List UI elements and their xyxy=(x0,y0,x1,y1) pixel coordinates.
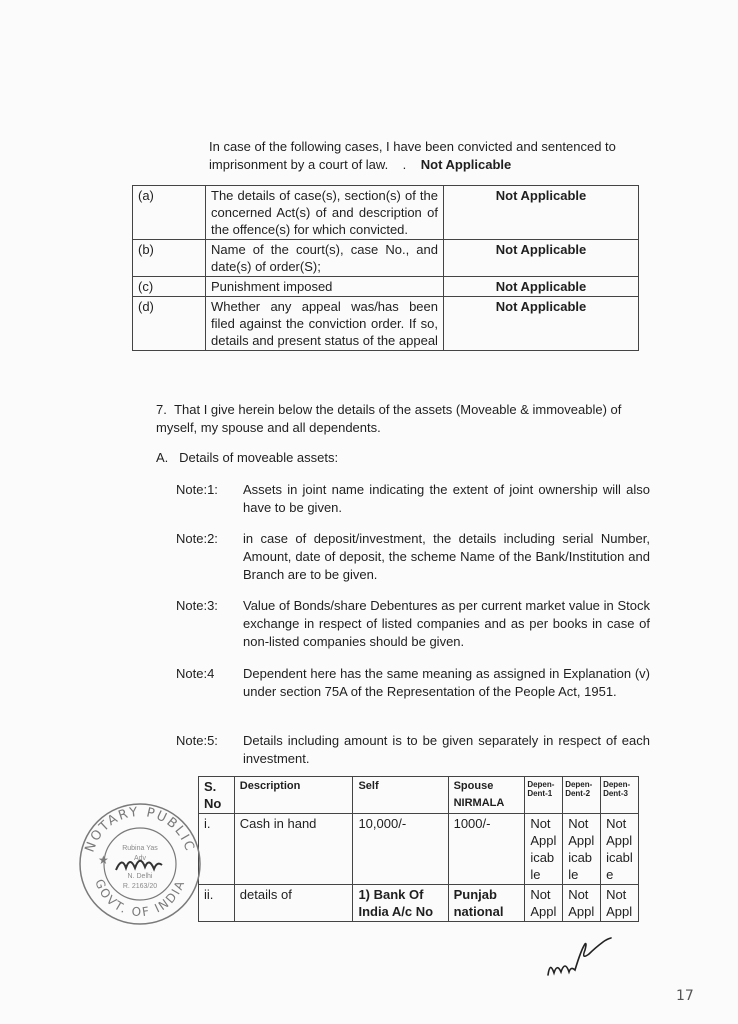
row-label: (d) xyxy=(133,297,206,351)
row-value: Not Applicable xyxy=(444,240,639,277)
cell-self: 1) Bank Of India A/c No xyxy=(353,885,448,922)
page-number: 17 xyxy=(676,988,694,1004)
signature xyxy=(540,935,620,985)
note-label: Note:4 xyxy=(176,666,215,681)
cell-spouse: Punjab national xyxy=(448,885,525,922)
note-text: Value of Bonds/share Debentures as per current market value in Stock exchange in respect of listed companies and as per books in case of non-listed companies should be given. xyxy=(243,598,650,649)
row-label: (b) xyxy=(133,240,206,277)
header-dependent-3: Depen-Dent-3 xyxy=(601,777,639,814)
note-label: Note:5: xyxy=(176,733,218,748)
stamp-inner-line: R. 2163/20 xyxy=(122,883,158,890)
header-description: Description xyxy=(234,777,353,814)
table-row xyxy=(133,297,639,351)
row-description: Name of the court(s), case No., and date(s) of order(S); xyxy=(206,240,444,277)
conviction-intro xyxy=(209,138,649,174)
stamp-bottom-text: GOVT. OF INDIA xyxy=(92,877,188,920)
cell-sno: i. xyxy=(199,814,235,885)
header-dependent-2: Depen-Dent-2 xyxy=(563,777,601,814)
cell-description: Cash in hand xyxy=(234,814,353,885)
row-description: The details of case(s), section(s) of the concerned Act(s) of and description of the offence(s) for which convicted. xyxy=(206,186,444,240)
star-icon: ★ xyxy=(98,853,109,867)
table-row xyxy=(199,814,639,885)
cell-dependent-1: Not Appl icab le xyxy=(525,814,563,885)
row-label: (a) xyxy=(133,186,206,240)
cell-spouse: 1000/- xyxy=(448,814,525,885)
cell-dependent-2: Not Appl xyxy=(563,885,601,922)
section-a-heading xyxy=(156,450,338,465)
row-value: Not Applicable xyxy=(444,186,639,240)
note-text: Dependent here has the same meaning as assigned in Explanation (v) under section 75A of the Representation of the People Act, 1951. xyxy=(243,666,650,699)
section-a-label: A. xyxy=(156,450,169,465)
note-text: Assets in joint name indicating the extent of joint ownership will also have to be given. xyxy=(243,482,650,515)
conviction-intro-sep: . xyxy=(402,157,407,172)
table-header-row xyxy=(199,777,639,814)
notary-stamp xyxy=(76,800,204,928)
note-text: Details including amount is to be given separately in respect of each investment. xyxy=(243,733,650,766)
paragraph-7-number: 7. xyxy=(156,402,167,417)
stamp-top-text: NOTARY PUBLIC xyxy=(82,804,198,855)
header-spouse: Spouse NIRMALA xyxy=(448,777,525,814)
stamp-inner-line: Adv xyxy=(133,855,147,862)
paragraph-7-text: That I give herein below the details of the assets (Moveable & immoveable) of myself, my spouse and all dependents. xyxy=(156,402,622,435)
cell-dependent-1: Not Appl xyxy=(525,885,563,922)
note-text: in case of deposit/investment, the details including serial Number, Amount, date of deposit, the scheme Name of the Bank/Institution and Branch are to be given. xyxy=(243,531,650,582)
note-label: Note:2: xyxy=(176,531,218,546)
row-description: Whether any appeal was/has been filed against the conviction order. If so, details and present status of the appeal xyxy=(206,297,444,351)
stamp-inner-line: Rubina Yas xyxy=(122,845,158,852)
note-label: Note:1: xyxy=(176,482,218,497)
cell-dependent-3: Not Appl xyxy=(601,885,639,922)
stamp-inner-line: N. Delhi xyxy=(127,873,153,880)
conviction-intro-status: Not Applicable xyxy=(420,157,512,172)
row-description: Punishment imposed xyxy=(206,277,444,297)
row-label: (c) xyxy=(133,277,206,297)
table-row xyxy=(133,240,639,277)
note-label: Note:3: xyxy=(176,598,218,613)
header-sno: S. No xyxy=(199,777,235,814)
moveable-assets-table xyxy=(198,776,639,922)
stamp-signature-scribble xyxy=(116,861,162,870)
section-a-text: Details of moveable assets: xyxy=(179,450,339,465)
row-value: Not Applicable xyxy=(444,297,639,351)
cell-dependent-2: Not Appl icab le xyxy=(563,814,601,885)
table-row xyxy=(199,885,639,922)
conviction-intro-text: In case of the following cases, I have been convicted and sentenced to imprisonment by a court of law. xyxy=(209,139,616,172)
header-dependent-1: Depen-Dent-1 xyxy=(525,777,563,814)
table-row xyxy=(133,186,639,240)
cell-dependent-3: Not Appl icabl e xyxy=(601,814,639,885)
row-value: Not Applicable xyxy=(444,277,639,297)
conviction-table xyxy=(132,185,639,351)
cell-self: 10,000/- xyxy=(353,814,448,885)
paragraph-7 xyxy=(156,401,646,437)
header-self: Self xyxy=(353,777,448,814)
cell-sno: ii. xyxy=(199,885,235,922)
table-row xyxy=(133,277,639,297)
cell-description: details of xyxy=(234,885,353,922)
